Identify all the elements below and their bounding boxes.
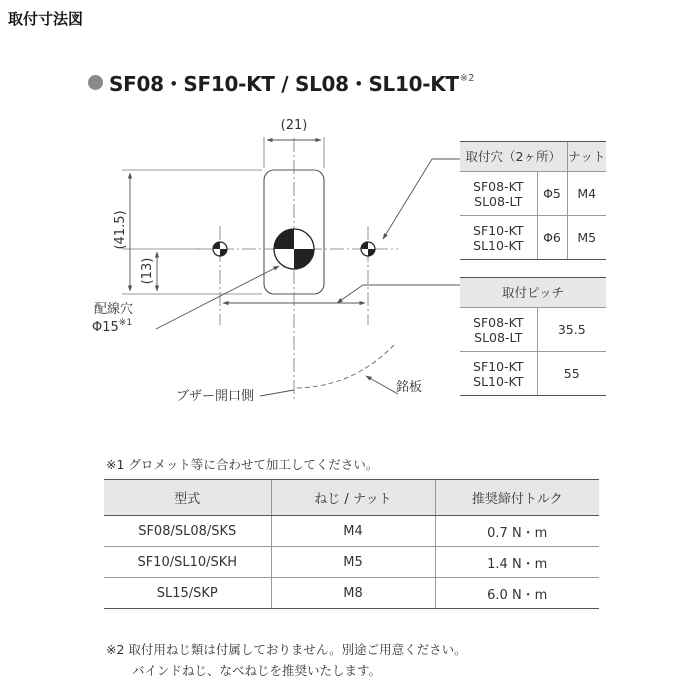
mount-hole-left	[213, 242, 227, 256]
torque-cell: 6.0 N・m	[435, 578, 599, 609]
note-2-line-2: バインドねじ、なべねじを推奨いたします。	[132, 663, 382, 678]
pitch-cell: 35.5	[537, 308, 606, 352]
screw-cell: M5	[271, 547, 435, 578]
model-header: 型式	[104, 480, 271, 516]
mount-hole-right	[361, 242, 375, 256]
pitch-header: 取付ピッチ	[460, 278, 606, 308]
model-cell: SF08-KT SL08-LT	[460, 308, 537, 352]
screw-cell: M8	[271, 578, 435, 609]
nut-header: ナット	[567, 142, 606, 172]
mount-hole-header: 取付穴（2ヶ所）	[460, 142, 567, 172]
heading-text: SF08・SF10-KT / SL08・SL10-KT	[109, 72, 459, 96]
model-cell: SF10-KT SL10-KT	[460, 352, 537, 396]
table-row	[460, 308, 606, 352]
note-1: ※1 グロメット等に合わせて加工してください。	[106, 457, 379, 472]
table-row	[460, 172, 606, 216]
dim-width: (21)	[280, 118, 308, 133]
nameplate-label: 銘板	[396, 380, 423, 395]
torque-header: 推奨締付トルク	[435, 480, 599, 516]
wire-hole-symbol	[274, 229, 314, 269]
page-title: 取付寸法図	[8, 10, 84, 28]
table-row	[104, 516, 599, 547]
torque-cell: 0.7 N・m	[435, 516, 599, 547]
pitch-cell: 55	[537, 352, 606, 396]
model-cell: SF08/SL08/SKS	[104, 516, 271, 547]
table-row	[104, 578, 599, 609]
nut-cell: M5	[567, 216, 606, 260]
buzzer-opening-label: ブザー開口側	[176, 389, 255, 404]
dimension-lines	[130, 140, 365, 303]
dim-offset: (13)	[140, 257, 155, 285]
nut-cell: M4	[567, 172, 606, 216]
note-2-line-1: ※2 取付用ねじ類は付属しておりません。別途ご用意ください。	[106, 642, 467, 657]
heading-note-mark: ※2	[459, 73, 475, 84]
leader-lines	[156, 159, 460, 396]
model-cell: SF10/SL10/SKH	[104, 547, 271, 578]
dim-height: (41.5)	[113, 210, 128, 250]
hole-cell: Φ6	[537, 216, 567, 260]
hole-cell: Φ5	[537, 172, 567, 216]
nameplate-arc	[294, 345, 394, 388]
torque-cell: 1.4 N・m	[435, 547, 599, 578]
wire-hole-label: 配線穴	[94, 302, 134, 317]
screw-nut-header: ねじ / ナット	[271, 480, 435, 516]
table-row	[104, 547, 599, 578]
table-row	[460, 352, 606, 396]
wire-hole-size: Φ15$^{※1}$	[92, 318, 133, 335]
model-cell: SF08-KT SL08-LT	[460, 172, 537, 216]
pitch-table	[460, 277, 606, 396]
screw-cell: M4	[271, 516, 435, 547]
table-row	[460, 216, 606, 260]
mount-hole-table	[460, 141, 606, 260]
torque-table	[104, 479, 599, 609]
model-cell: SL15/SKP	[104, 578, 271, 609]
model-cell: SF10-KT SL10-KT	[460, 216, 537, 260]
